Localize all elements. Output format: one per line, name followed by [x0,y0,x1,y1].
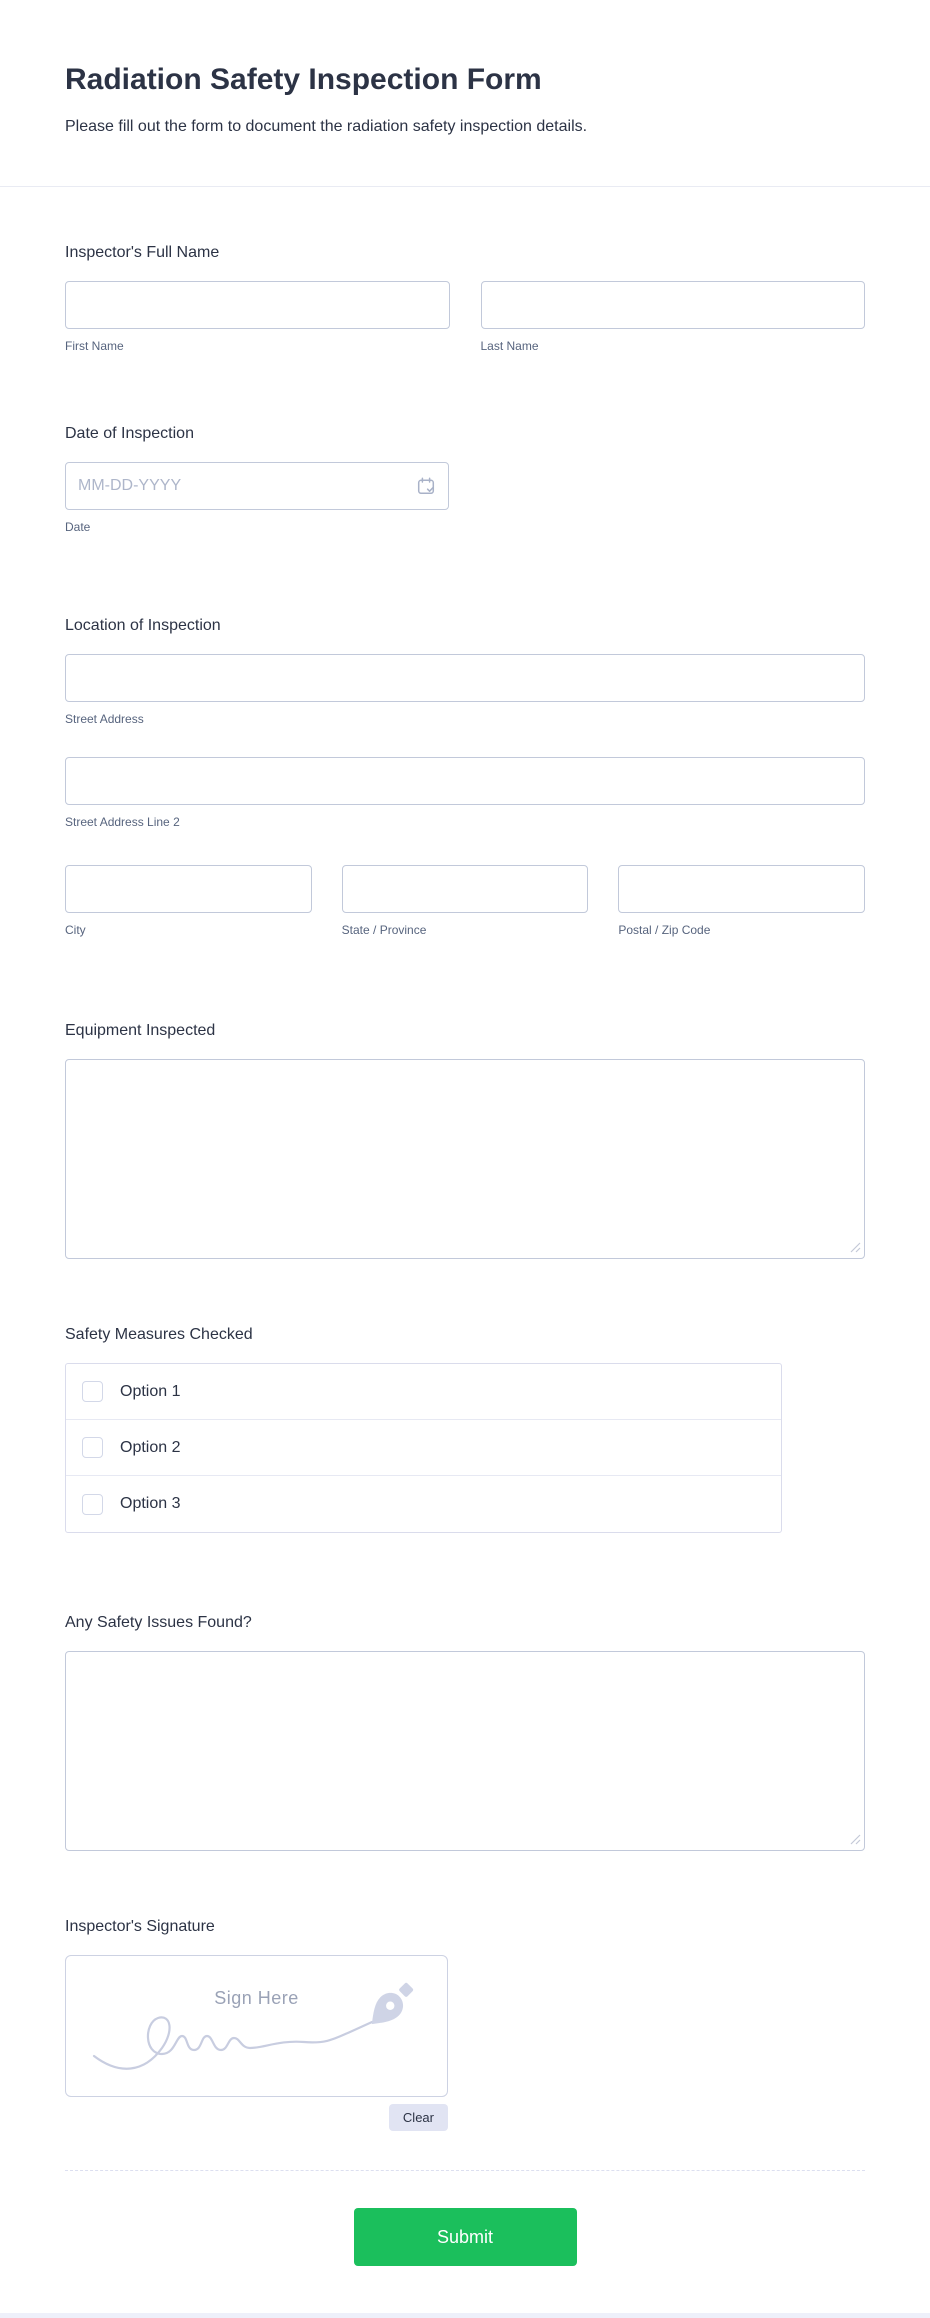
city-sublabel: City [65,923,86,937]
question-safety-measures [65,1325,865,1533]
safety-issues-textarea[interactable] [65,1651,865,1851]
option-3-label: Option 3 [120,1495,181,1512]
option-1-label: Option 1 [120,1382,181,1400]
form-header [0,0,930,187]
first-name-sublabel: First Name [65,339,124,353]
question-location [65,616,865,937]
signature-pad[interactable] [65,1955,448,2097]
question-safety-issues [65,1613,865,1851]
signature-clear-button[interactable]: Clear [389,2104,448,2131]
signature-clear-row [65,2104,448,2131]
calendar-check-icon[interactable] [416,476,436,496]
safety-measures-label: Safety Measures Checked [65,1326,253,1343]
signature-label: Inspector's Signature [65,1918,215,1935]
option-row-1[interactable] [66,1364,781,1420]
option-3-checkbox[interactable] [82,1494,103,1515]
location-label: Location of Inspection [65,617,221,634]
option-row-3[interactable] [66,1476,781,1532]
question-full-name [65,243,865,353]
option-row-2[interactable] [66,1420,781,1476]
date-sublabel: Date [65,520,91,534]
safety-issues-field [65,1651,865,1851]
submit-section [65,2170,865,2317]
form-title: Radiation Safety Inspection Form [65,63,542,96]
date-label: Date of Inspection [65,425,194,442]
first-name-col [65,281,450,353]
postal-col [618,865,865,937]
state-col [342,865,589,937]
form-subtitle: Please fill out the form to document the radiation safety inspection details. [65,118,588,135]
city-state-postal-row [65,865,865,937]
safety-measures-options [65,1363,782,1533]
sign-here-hint: Sign Here [214,1988,299,2008]
postal-sublabel: Postal / Zip Code [618,923,711,937]
street-address-sublabel: Street Address [65,712,144,726]
safety-issues-label: Any Safety Issues Found? [65,1614,252,1631]
state-sublabel: State / Province [341,923,427,937]
form-body [0,243,930,2317]
date-field [65,462,449,510]
pen-nib-icon [74,1978,434,2088]
question-signature [65,1917,865,2131]
last-name-input[interactable] [481,281,866,329]
city-input[interactable] [65,865,312,913]
equipment-textarea[interactable] [65,1059,865,1259]
option-2-label: Option 2 [120,1438,181,1456]
question-equipment [65,1021,865,1259]
city-col [65,865,312,937]
street-address-line2-input[interactable] [65,757,865,805]
first-name-input[interactable] [65,281,450,329]
street-address-line2-sublabel: Street Address Line 2 [65,815,180,829]
option-2-checkbox[interactable] [82,1437,103,1458]
equipment-label: Equipment Inspected [65,1022,216,1039]
state-input[interactable] [342,865,589,913]
street-address-input[interactable] [65,654,865,702]
last-name-col [481,281,866,353]
date-input[interactable] [65,462,449,510]
option-1-checkbox[interactable] [82,1381,103,1402]
submit-button[interactable]: Submit [354,2208,577,2266]
full-name-row [65,281,865,353]
full-name-label: Inspector's Full Name [65,244,220,261]
equipment-field [65,1059,865,1259]
postal-input[interactable] [618,865,865,913]
question-date [65,424,865,534]
last-name-sublabel: Last Name [480,339,539,353]
